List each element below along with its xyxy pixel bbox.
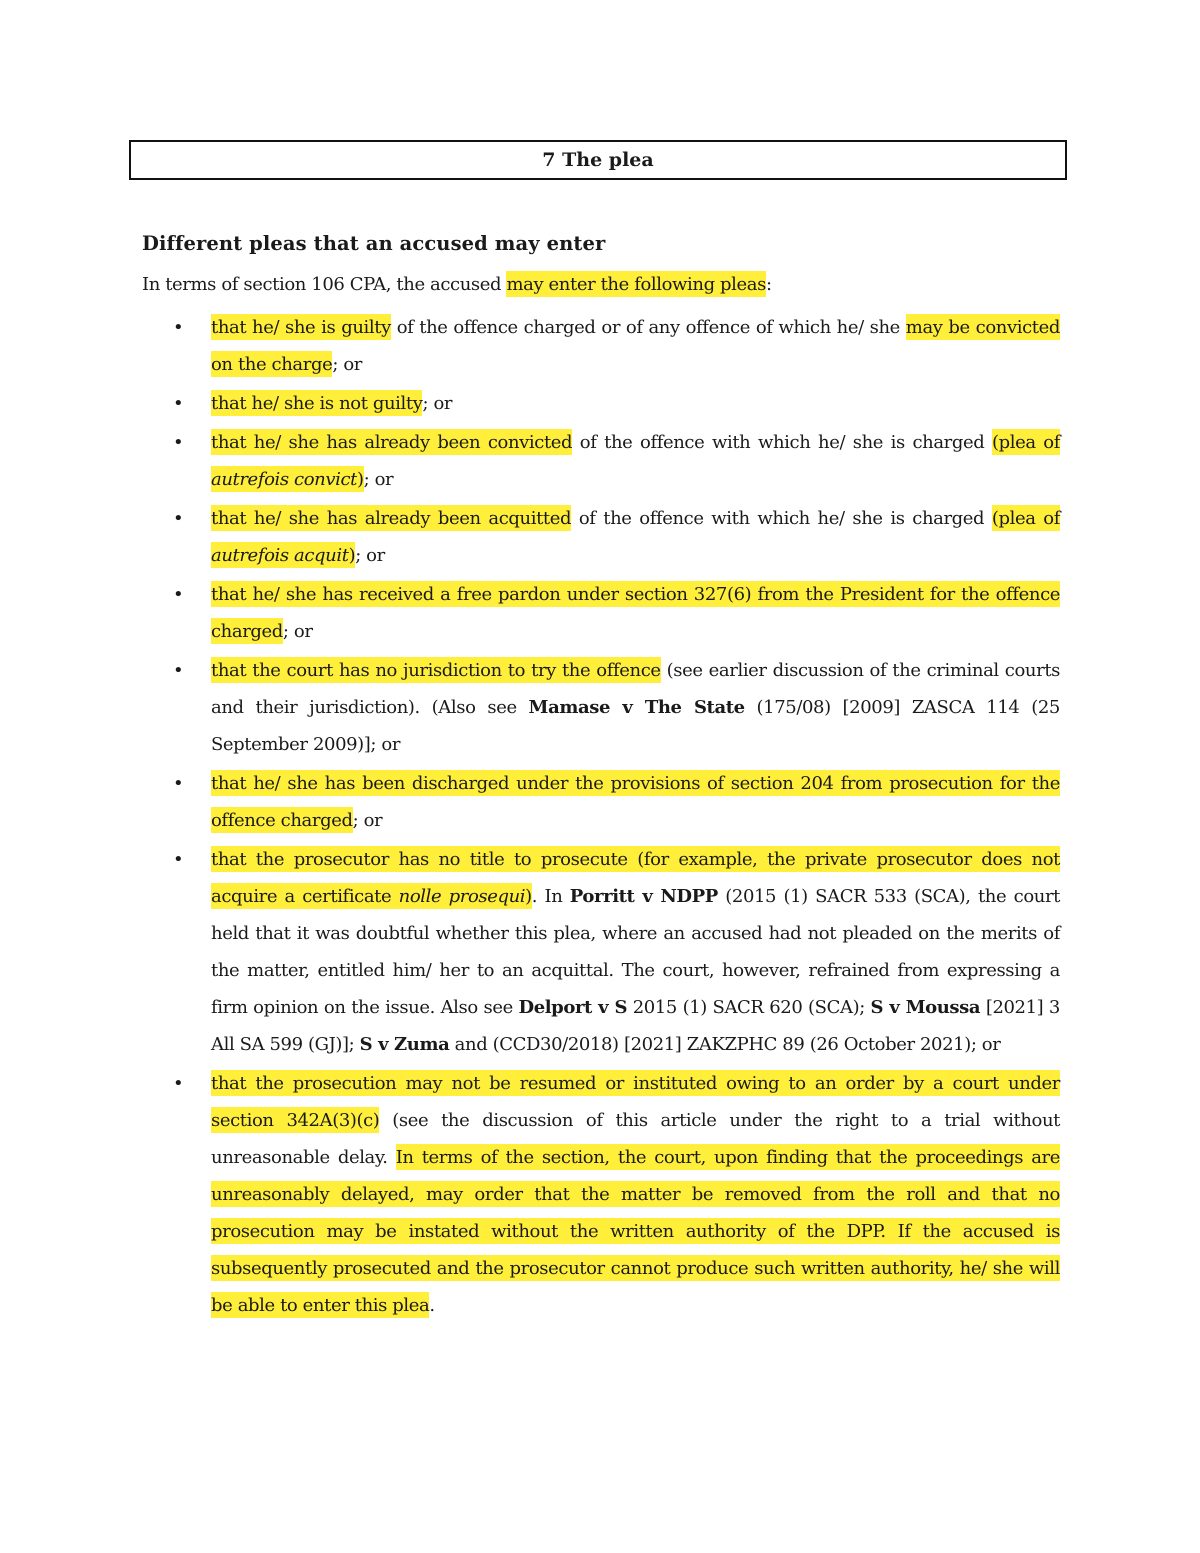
highlighted-text: In terms of the section, the court, upon finding that the proceedings are unreasonably delayed, may order that the matter be removed from the roll and that no prosecution may be instated without the written authority of the DPP. If the accused is subsequently prosecuted and the prosecutor cannot produce such written authority, he/ she will be able to enter this plea [211, 1144, 1060, 1318]
highlighted-text: that he/ she has been discharged under the provisions of section 204 from prosecution for the offence charged [211, 770, 1060, 833]
highlighted-text: that he/ she is not guilty [211, 390, 422, 416]
bullet-icon: • [173, 1073, 184, 1094]
highlighted-text: that the prosecution may not be resumed or instituted owing to an order by a court under section 342A(3)(c) [211, 1070, 1060, 1133]
highlighted-text: (plea of [992, 505, 1060, 531]
bullet-icon: • [173, 584, 184, 605]
plea-discharged [142, 765, 1060, 839]
bullet-icon: • [173, 317, 184, 338]
plea-autrefois-acquit [142, 500, 1060, 574]
highlighted-text: that he/ she has already been convicted [211, 429, 572, 455]
bullet-icon: • [173, 432, 184, 453]
intro-paragraph [142, 270, 772, 300]
plea-text: [2021] 3 All SA 599 (GJ)]; [211, 997, 1060, 1055]
plea-text: and (CCD30/2018) [2021] ZAKZPHC 89 (26 October 2021); or [449, 1034, 1001, 1055]
highlighted-text: that he/ she is guilty [211, 314, 391, 340]
highlighted-text: ) [357, 466, 364, 492]
plea-guilty [142, 309, 1060, 383]
highlighted-text: ) [525, 883, 532, 909]
intro-highlight: may enter the following pleas [506, 271, 766, 297]
plea-text: 2015 (1) SACR 620 (SCA); [627, 997, 871, 1018]
highlighted-text: may be convicted on the charge [211, 314, 1060, 377]
bullet-icon: • [173, 849, 184, 870]
plea-not-guilty [142, 385, 1060, 422]
highlighted-text: (plea of [992, 429, 1060, 455]
highlighted-italic-term: autrefois convict [211, 466, 357, 492]
bullet-icon: • [173, 393, 184, 414]
intro-text: In terms of section 106 CPA, the accused [142, 274, 507, 295]
plea-text: (see the discussion of this article under the right to a trial without unreasonable delay. [211, 1110, 1060, 1168]
plea-no-title-to-prosecute [142, 841, 1060, 1063]
plea-autrefois-convict [142, 424, 1060, 498]
highlighted-italic-term: nolle prosequi [399, 883, 526, 909]
plea-text: (175/08) [2009] ZASCA 114 (25 September 2009)]; or [211, 697, 1060, 755]
chapter-title-box [129, 140, 1067, 180]
plea-text: (2015 (1) SACR 533 (SCA), the court held that it was doubtful whether this plea, where an accused had not pleaded on the merits of the matter, entitled him/ her to an acquittal. The court, however, refrained from expressing a firm opinion on the issue. Also see [211, 886, 1060, 1018]
case-citation: Delport v S [518, 997, 628, 1018]
highlighted-italic-term: autrefois acquit [211, 542, 349, 568]
plea-text: ; or [355, 545, 385, 566]
plea-text: . In [531, 886, 570, 907]
highlighted-text: that he/ she has already been acquitted [211, 505, 571, 531]
bullet-icon: • [173, 508, 184, 529]
highlighted-text: that he/ she has received a free pardon under section 327(6) from the President for the offence charged [211, 581, 1060, 644]
plea-text: ; or [422, 393, 453, 414]
plea-text: of the offence with which he/ she is charged [571, 508, 992, 529]
highlighted-text: ) [349, 542, 356, 568]
case-citation: S v Zuma [359, 1034, 450, 1055]
section-heading: Different pleas that an accused may enter [142, 232, 606, 255]
plea-text: ; or [363, 469, 394, 490]
plea-text: of the offence with which he/ she is charged [572, 432, 992, 453]
chapter-title: 7 The plea [542, 149, 654, 171]
bullet-icon: • [173, 773, 184, 794]
plea-no-jurisdiction [142, 652, 1060, 763]
plea-section-342a [142, 1065, 1060, 1324]
plea-text: (see earlier discussion of the criminal courts and their jurisdiction). (Also see [211, 660, 1060, 718]
case-citation: Porritt v NDPP [569, 886, 718, 907]
plea-text: ; or [352, 810, 383, 831]
plea-text: ; or [332, 354, 362, 375]
intro-suffix: : [765, 274, 772, 295]
plea-list [142, 309, 1060, 1326]
case-citation: Mamase v The State [528, 697, 745, 718]
highlighted-text: that the prosecutor has no title to prosecute (for example, the private prosecutor does not acquire a certificate [211, 846, 1060, 909]
plea-text: of the offence charged or of any offence of which he/ she [390, 317, 906, 338]
highlighted-text: that the court has no jurisdiction to try the offence [211, 657, 661, 683]
plea-free-pardon [142, 576, 1060, 650]
bullet-icon: • [173, 660, 184, 681]
plea-text: . [429, 1295, 435, 1316]
plea-text: ; or [282, 621, 313, 642]
case-citation: S v Moussa [870, 997, 981, 1018]
